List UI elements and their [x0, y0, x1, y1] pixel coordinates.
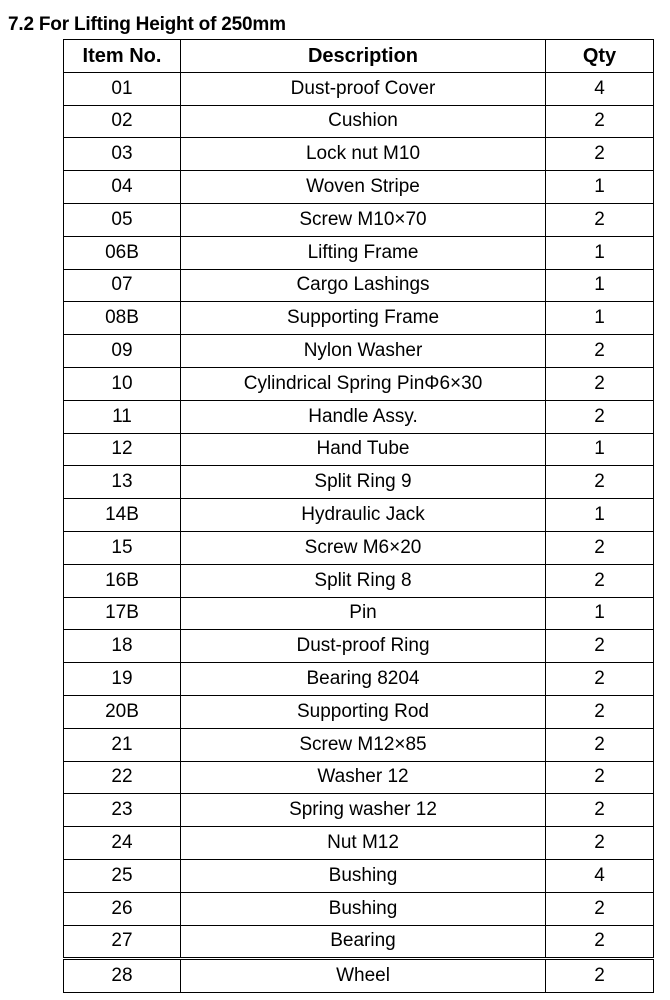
cell-description: Bushing	[181, 859, 546, 892]
cell-item-no: 27	[64, 925, 181, 959]
cell-qty: 2	[546, 663, 654, 696]
cell-description: Screw M12×85	[181, 728, 546, 761]
cell-description: Supporting Frame	[181, 302, 546, 335]
cell-item-no: 09	[64, 335, 181, 368]
cell-description: Handle Assy.	[181, 400, 546, 433]
table-row	[64, 203, 654, 236]
cell-item-no: 06B	[64, 236, 181, 269]
table-row	[64, 335, 654, 368]
cell-qty: 2	[546, 630, 654, 663]
cell-description: Nylon Washer	[181, 335, 546, 368]
cell-item-no: 14B	[64, 499, 181, 532]
table-row	[64, 499, 654, 532]
cell-item-no: 11	[64, 400, 181, 433]
cell-qty: 2	[546, 367, 654, 400]
table-row	[64, 859, 654, 892]
cell-description: Spring washer 12	[181, 794, 546, 827]
cell-description: Bearing	[181, 925, 546, 959]
cell-qty: 1	[546, 236, 654, 269]
table-row	[64, 663, 654, 696]
header-item-no: Item No.	[64, 40, 181, 73]
cell-qty: 2	[546, 335, 654, 368]
cell-qty: 2	[546, 695, 654, 728]
cell-description: Woven Stripe	[181, 171, 546, 204]
header-qty: Qty	[546, 40, 654, 73]
cell-item-no: 22	[64, 761, 181, 794]
table-row	[64, 630, 654, 663]
table-row	[64, 959, 654, 993]
cell-description: Dust-proof Cover	[181, 72, 546, 105]
table-row	[64, 138, 654, 171]
cell-item-no: 21	[64, 728, 181, 761]
parts-list-table	[63, 39, 654, 993]
table-row	[64, 827, 654, 860]
cell-qty: 2	[546, 138, 654, 171]
table-row	[64, 925, 654, 959]
cell-qty: 2	[546, 728, 654, 761]
cell-item-no: 04	[64, 171, 181, 204]
cell-item-no: 07	[64, 269, 181, 302]
table-body	[64, 72, 654, 992]
cell-item-no: 02	[64, 105, 181, 138]
cell-qty: 2	[546, 892, 654, 925]
cell-item-no: 12	[64, 433, 181, 466]
cell-qty: 2	[546, 761, 654, 794]
cell-description: Bearing 8204	[181, 663, 546, 696]
table-row	[64, 302, 654, 335]
table-row	[64, 72, 654, 105]
table-row	[64, 269, 654, 302]
cell-description: Wheel	[181, 959, 546, 993]
cell-description: Nut M12	[181, 827, 546, 860]
section-title: 7.2 For Lifting Height of 250mm	[8, 14, 286, 35]
cell-description: Cushion	[181, 105, 546, 138]
cell-item-no: 16B	[64, 564, 181, 597]
table-row	[64, 564, 654, 597]
cell-qty: 4	[546, 859, 654, 892]
cell-description: Washer 12	[181, 761, 546, 794]
cell-qty: 2	[546, 203, 654, 236]
cell-item-no: 15	[64, 531, 181, 564]
cell-qty: 2	[546, 400, 654, 433]
cell-description: Pin	[181, 597, 546, 630]
cell-description: Bushing	[181, 892, 546, 925]
cell-item-no: 01	[64, 72, 181, 105]
cell-item-no: 08B	[64, 302, 181, 335]
cell-qty: 1	[546, 171, 654, 204]
table-row	[64, 466, 654, 499]
cell-qty: 2	[546, 959, 654, 993]
table-row	[64, 236, 654, 269]
cell-item-no: 18	[64, 630, 181, 663]
table-row	[64, 695, 654, 728]
table-row	[64, 367, 654, 400]
cell-item-no: 05	[64, 203, 181, 236]
cell-description: Split Ring 8	[181, 564, 546, 597]
cell-qty: 2	[546, 466, 654, 499]
cell-description: Supporting Rod	[181, 695, 546, 728]
cell-qty: 1	[546, 433, 654, 466]
cell-qty: 2	[546, 925, 654, 959]
cell-description: Lock nut M10	[181, 138, 546, 171]
cell-qty: 1	[546, 597, 654, 630]
cell-qty: 2	[546, 794, 654, 827]
cell-qty: 1	[546, 302, 654, 335]
cell-qty: 2	[546, 531, 654, 564]
table-row	[64, 171, 654, 204]
cell-qty: 4	[546, 72, 654, 105]
cell-description: Lifting Frame	[181, 236, 546, 269]
cell-qty: 2	[546, 827, 654, 860]
cell-description: Cargo Lashings	[181, 269, 546, 302]
cell-description: Hydraulic Jack	[181, 499, 546, 532]
table-header	[64, 40, 654, 73]
table-row	[64, 892, 654, 925]
cell-item-no: 20B	[64, 695, 181, 728]
cell-item-no: 26	[64, 892, 181, 925]
cell-description: Screw M10×70	[181, 203, 546, 236]
cell-qty: 2	[546, 564, 654, 597]
table-row	[64, 433, 654, 466]
header-row	[64, 40, 654, 73]
cell-description: Dust-proof Ring	[181, 630, 546, 663]
cell-item-no: 28	[64, 959, 181, 993]
header-description: Description	[181, 40, 546, 73]
cell-item-no: 03	[64, 138, 181, 171]
table-row	[64, 728, 654, 761]
cell-item-no: 23	[64, 794, 181, 827]
table-row	[64, 761, 654, 794]
table-row	[64, 400, 654, 433]
cell-item-no: 24	[64, 827, 181, 860]
cell-item-no: 10	[64, 367, 181, 400]
table-row	[64, 105, 654, 138]
table-row	[64, 597, 654, 630]
table-row	[64, 531, 654, 564]
table-row	[64, 794, 654, 827]
cell-item-no: 19	[64, 663, 181, 696]
cell-item-no: 25	[64, 859, 181, 892]
cell-item-no: 17B	[64, 597, 181, 630]
cell-description: Screw M6×20	[181, 531, 546, 564]
cell-qty: 1	[546, 269, 654, 302]
cell-description: Hand Tube	[181, 433, 546, 466]
cell-qty: 1	[546, 499, 654, 532]
cell-description: Cylindrical Spring PinΦ6×30	[181, 367, 546, 400]
cell-qty: 2	[546, 105, 654, 138]
cell-item-no: 13	[64, 466, 181, 499]
cell-description: Split Ring 9	[181, 466, 546, 499]
